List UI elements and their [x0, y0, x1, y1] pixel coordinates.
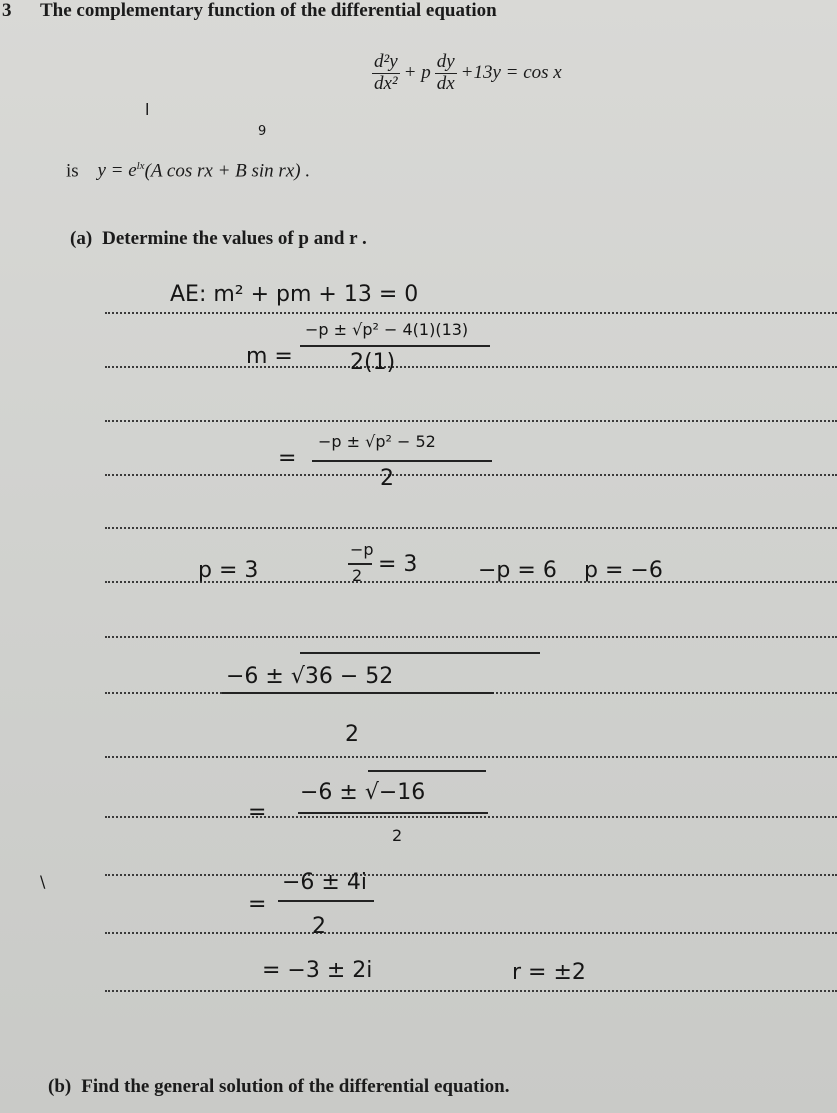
cf-base: y = e	[97, 160, 137, 182]
answer-line	[105, 816, 837, 818]
sqrt-bar	[300, 652, 540, 654]
r-value: r = ±2	[512, 960, 586, 985]
margin-mark-l: l	[145, 100, 150, 119]
auxiliary-equation: AE: m² + pm + 13 = 0	[170, 282, 419, 307]
step-numerator: −p ± √p² − 52	[318, 432, 436, 451]
step-equals: =	[248, 892, 267, 917]
answer-line	[105, 474, 837, 476]
part-a-text: Determine the values of p and r .	[102, 228, 367, 249]
p-equals-3: p = 3	[198, 558, 259, 583]
step-denominator: 2	[380, 466, 394, 491]
part-a-label: (a)	[70, 228, 93, 249]
answer-line	[105, 366, 837, 368]
is-prefix: is	[66, 160, 79, 182]
equals-3: = 3	[378, 552, 418, 577]
neg-p-over-2-den: 2	[352, 566, 363, 585]
answer-line	[105, 312, 837, 314]
quadratic-formula-denominator: 2(1)	[350, 350, 396, 375]
complex-numerator: −6 ± 4i	[282, 870, 367, 895]
neg-p-over-2-num: −p	[350, 540, 374, 559]
answer-line	[105, 990, 837, 992]
cf-rest: (A cos rx + B sin rx) .	[144, 160, 311, 182]
answer-line	[105, 932, 837, 934]
p-equals-neg-6: p = −6	[584, 558, 663, 583]
substitution-denominator: 2	[345, 722, 359, 747]
sqrt-bar	[368, 770, 486, 772]
first-derivative: $\frac{dy}{dx}$	[436, 51, 455, 94]
margin-mark-9: 9	[258, 124, 267, 139]
plus-p: + p	[403, 62, 431, 84]
fraction-bar	[312, 460, 492, 462]
answer-line	[105, 874, 837, 876]
quadratic-formula-lhs: m =	[246, 344, 293, 369]
fraction-bar	[298, 812, 488, 814]
part-b-text: Find the general solution of the differential equation.	[81, 1076, 510, 1097]
roots-result: = −3 ± 2i	[262, 958, 373, 983]
substitution-numerator: −6 ± √36 − 52	[226, 664, 394, 689]
quadratic-formula-numerator: −p ± √p² − 4(1)(13)	[305, 320, 469, 339]
margin-tick: \	[40, 872, 46, 891]
differential-equation	[372, 52, 562, 95]
equation-rest: +13y = cos x	[460, 62, 562, 84]
part-b-label: (b)	[48, 1076, 72, 1097]
answer-line	[105, 420, 837, 422]
second-derivative: $\frac{\text{d²y}}{\text{dx²}}$	[374, 51, 398, 94]
answer-line	[105, 527, 837, 529]
fraction-bar	[222, 692, 494, 694]
question-number: 3	[2, 0, 12, 21]
complex-denominator: 2	[312, 914, 326, 939]
step-equals: =	[278, 446, 297, 471]
part-a	[70, 228, 367, 250]
answer-line	[105, 636, 837, 638]
negative-root-numerator: −6 ± √−16	[300, 780, 426, 805]
cf-exponent: lx	[136, 160, 145, 172]
fraction-bar	[348, 563, 372, 565]
step-equals: =	[248, 800, 267, 825]
answer-line	[105, 756, 837, 758]
neg-p-equals-6: −p = 6	[478, 558, 557, 583]
negative-root-denominator: 2	[392, 826, 403, 845]
fraction-bar	[300, 345, 490, 347]
part-b	[48, 1076, 509, 1098]
complementary-function	[66, 160, 310, 182]
fraction-bar	[278, 900, 374, 902]
question-intro: The complementary function of the differential equation	[40, 0, 497, 21]
